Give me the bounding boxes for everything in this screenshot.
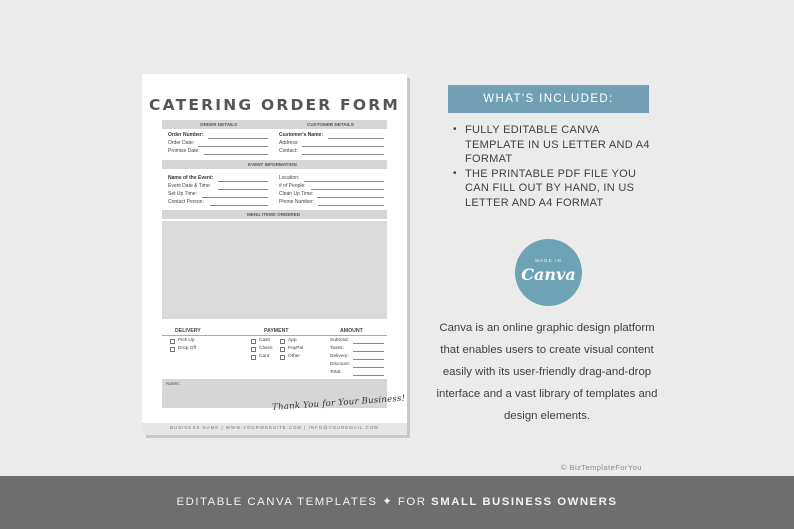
phone-number-label: Phone Number: (279, 199, 315, 205)
form-title: CATERING ORDER FORM (149, 96, 400, 114)
thank-you-signature: Thank You for Your Business! (271, 393, 406, 413)
customer-name-label: Customer's Name: (279, 132, 323, 138)
menu-items-bar (162, 210, 387, 219)
order-number-line (208, 138, 268, 139)
payment-header: PAYMENT (264, 328, 289, 334)
total-line (353, 375, 384, 376)
pick-up-checkbox (170, 339, 175, 344)
total-label: Total: (330, 370, 342, 375)
check-checkbox (251, 347, 256, 352)
delivery-header: DELIVERY (175, 328, 201, 334)
pick-up-label: Pick Up (178, 338, 195, 343)
people-count-line (311, 189, 384, 190)
whats-included-header (448, 85, 649, 113)
bottom-banner (0, 476, 794, 529)
canva-logo: Canva (521, 265, 576, 284)
badge-made-in-text: MADE IN (535, 258, 562, 263)
event-info-bar (162, 160, 387, 169)
bullet-icon: • (453, 167, 457, 179)
customer-name-line (328, 138, 384, 139)
paypal-label: PayPal (288, 346, 304, 351)
cleanup-time-line (317, 197, 384, 198)
included-item-2: THE PRINTABLE PDF FILE YOU CAN FILL OUT BY HAND, IN US LETTER AND A4 FORMAT (465, 167, 637, 209)
subtotal-line (353, 343, 384, 344)
card-label: Card (259, 354, 270, 359)
cleanup-time-label: Clean Up Time: (279, 191, 314, 197)
order-details-header: ORDER DETAILS (200, 122, 238, 127)
notes-label: Notes: (166, 382, 180, 387)
discount-line (353, 367, 384, 368)
check-label: Check (259, 346, 273, 351)
list-item (452, 167, 652, 211)
amount-header: AMOUNT (340, 328, 363, 334)
discount-label: Discount: (330, 362, 350, 367)
star-icon: ✦ (382, 496, 394, 508)
address-line (302, 146, 384, 147)
included-list (452, 123, 652, 210)
other-checkbox (280, 355, 285, 360)
drop-off-label: Drop Off (178, 346, 197, 351)
made-in-canva-badge (515, 239, 582, 306)
copyright-text: © BizTemplateForYou (561, 463, 642, 472)
taxes-label: Taxes: (330, 346, 344, 351)
menu-items-area (162, 221, 387, 319)
document-footer (142, 423, 407, 435)
contact-label: Contact: (279, 148, 298, 154)
promise-date-line (204, 154, 268, 155)
event-name-line (218, 181, 268, 182)
included-item-1: FULLY EDITABLE CANVA TEMPLATE IN US LETTER AND A4 FORMAT (465, 124, 650, 165)
event-date-label: Event Date & Time: (168, 183, 212, 189)
banner-left-text: EDITABLE CANVA TEMPLATES (176, 496, 378, 508)
document-footer-text: BUSINESS NAME | WWW.YOURWEBSITE.COM | INFO@YOUREMAIL.COM (170, 425, 379, 430)
bullet-icon: • (453, 124, 457, 135)
section-divider (162, 335, 387, 336)
cash-label: Cash (259, 338, 271, 343)
drop-off-checkbox (170, 347, 175, 352)
event-info-header: EVENT INFORMATION (248, 162, 297, 167)
contact-line (302, 154, 384, 155)
people-count-label: # of People: (279, 183, 306, 189)
contact-person-label: Contact Person: (168, 199, 204, 205)
location-line (304, 181, 384, 182)
card-checkbox (251, 355, 256, 360)
event-name-label: Name of the Event: (168, 175, 214, 181)
event-date-line (218, 189, 268, 190)
paypal-checkbox (280, 347, 285, 352)
app-label: App (288, 338, 297, 343)
whats-included-title: WHAT'S INCLUDED: (483, 93, 614, 105)
banner-for-text: FOR (397, 496, 427, 508)
order-number-label: Order Number: (168, 132, 204, 138)
canva-description: Canva is an online graphic design platform that enables users to create visual content easily with its user-friendly drag-and-drop interface and a vast library of templates and design elements. (436, 322, 658, 422)
contact-person-line (210, 205, 268, 206)
subtotal-label: Subtotal: (330, 338, 349, 343)
delivery-fee-line (353, 359, 384, 360)
list-item (452, 123, 652, 167)
catering-order-form-preview (142, 74, 407, 435)
app-checkbox (280, 339, 285, 344)
location-label: Location: (279, 175, 300, 181)
order-date-line (198, 146, 268, 147)
order-date-label: Order Date: (168, 140, 195, 146)
order-details-bar (162, 120, 387, 129)
phone-number-line (318, 205, 384, 206)
promise-date-label: Promise Date: (168, 148, 200, 154)
other-label: Other (288, 354, 300, 359)
setup-time-label: Set Up Time: (168, 191, 197, 197)
taxes-line (353, 351, 384, 352)
bottom-banner-text (0, 476, 794, 529)
setup-time-line (202, 197, 268, 198)
customer-details-header: CUSTOMER DETAILS (307, 122, 354, 127)
banner-bold-text: SMALL BUSINESS OWNERS (431, 496, 618, 508)
menu-items-header: MENU ITEMS ORDERED (247, 212, 301, 217)
delivery-fee-label: Delivery: (330, 354, 349, 359)
cash-checkbox (251, 339, 256, 344)
address-label: Address: (279, 140, 299, 146)
